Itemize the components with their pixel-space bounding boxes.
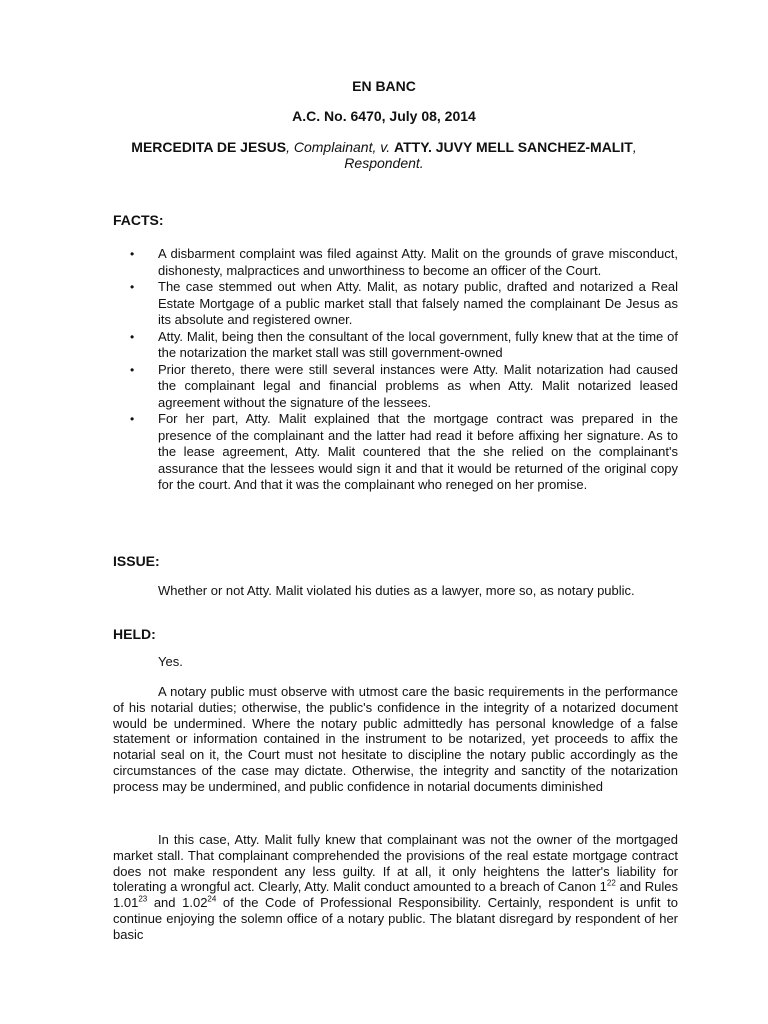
list-item [113, 279, 678, 329]
versus-label: , v. [372, 139, 395, 155]
fact-text: For her part, Atty. Malit explained that the mortgage contract was prepared in the presence of the complainant and the latter had read it before affixing her signature. As to the lease agreement, Atty. Malit countered that the she relied on the complainant's assurance that the lessees would sign it and that it would be returned of the original copy for the court. And that it was the complainant who reneged on her promise. [158, 411, 678, 492]
case-number: A.C. No. 6470, July 08, 2014 [292, 108, 476, 124]
issue-heading: ISSUE: [113, 553, 160, 569]
held-text-a: In this case, Atty. Malit fully knew that complainant was not the owner of the mortgaged market stall. That complainant comprehended the provisions of the real estate mortgage contract does not make respondent any less guilty. If at all, it only heightens the latter's liability for tolerating a wrongful act. Clearly, Atty. Malit conduct amounted to a breach of Canon 1 [113, 832, 678, 895]
bullet-icon: • [130, 247, 135, 261]
fact-text: Atty. Malit, being then the consultant of the local government, fully knew that at the time of the notarization the market stall was still government-owned [158, 328, 678, 360]
bullet-icon: • [130, 329, 135, 344]
issue-text: Whether or not Atty. Malit violated his duties as a lawyer, more so, as notary public. [158, 583, 635, 598]
list-item [113, 411, 678, 494]
complainant-name: MERCEDITA DE JESUS [131, 139, 287, 155]
case-parties [130, 139, 638, 171]
footnote-ref: 24 [207, 894, 217, 904]
held-heading: HELD: [113, 626, 156, 642]
list-item [113, 246, 678, 279]
held-text-d: of the Code of Professional Responsibility. Certainly, respondent is unfit to continue enjoying the solemn office of a notary public. The blatant disregard by respondent of her basic [113, 895, 678, 942]
held-paragraph-1: A notary public must observe with utmost care the basic requirements in the performance of his notarial duties; otherwise, the public's confidence in the integrity of a notarized document would be undermined. Where the notary public admittedly has personal knowledge of a false statement or information contained in the instrument to be notarized, yet proceeds to affix the notarial seal on it, the Court must not hesitate to discipline the notary public accordingly as the circumstances of the case may dictate. Otherwise, the integrity and sanctity of the notarization process may be undermined, and public confidence in notarial documents diminished [113, 684, 678, 794]
court-division: EN BANC [352, 78, 416, 94]
complainant-role: , Complainant [286, 139, 373, 155]
bullet-icon: • [130, 280, 135, 294]
bullet-icon: • [130, 362, 135, 377]
facts-heading: FACTS: [113, 212, 164, 228]
list-item [113, 329, 678, 362]
respondent-role: , Respondent. [344, 139, 637, 171]
fact-text: The case stemmed out when Atty. Malit, as notary public, drafted and notarized a Real Estate Mortgage of a public market stall that falsely named the complainant De Jesus as its absolute and registered owner. [158, 279, 678, 327]
footnote-ref: 22 [606, 879, 616, 889]
held-text-b: and Rules 1.01 [113, 879, 678, 911]
held-paragraph-2 [113, 832, 678, 943]
fact-text: A disbarment complaint was filed against Atty. Malit on the grounds of grave misconduct, dishonesty, malpractices and unworthiness to become an officer of the Court. [158, 246, 678, 278]
footnote-ref: 23 [138, 894, 148, 904]
bullet-icon: • [130, 412, 135, 426]
respondent-name: ATTY. JUVY MELL SANCHEZ-MALIT [394, 139, 633, 155]
held-answer: Yes. [158, 654, 183, 669]
facts-list [113, 246, 678, 494]
held-text-c: and 1.02 [147, 895, 208, 911]
list-item [113, 362, 678, 412]
fact-text: Prior thereto, there were still several instances were Atty. Malit notarization had caused the complainant legal and financial problems as when Atty. Malit notarized leased agreement without the signature of the lessees. [158, 361, 678, 410]
